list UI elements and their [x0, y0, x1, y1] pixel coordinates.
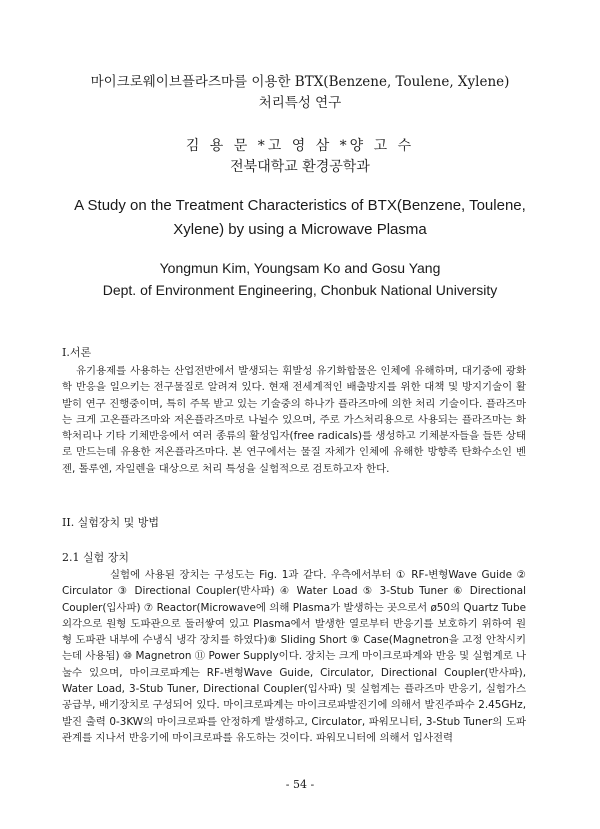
english-title-line1: A Study on the Treatment Characteristics of BTX(Benzene, Toulene,	[74, 197, 526, 214]
korean-authors: 김 용 문 *고 영 삼 *양 고 수	[185, 138, 415, 154]
apparatus-paragraph	[62, 567, 526, 746]
page-number: - 54 -	[285, 778, 315, 791]
apparatus-text: 실험에 사용된 장치는 구성도는 Fig. 1과 같다. 우측에서부터 ① RF-변형Wave Guide ② Circulator ③ Directional Coupler(반사파) ④ Water Load ⑤ 3-Stub Tuner ⑥ Directional Coupler(입사파) ⑦ Reactor(Microwave에 의해 Plasma가 발생하는 곳으로서 ø50의 Quartz Tube 외각으로 원형 도파관으로 둘러쌓여 있고 Plasma에서 발생한 열로부터 반응기를 보호하기 위하여 원형 도파관 내부에 수냉식 냉각 장치를 하였다)⑧ Sliding Short ⑨ Case(Magnetron을 고정 안착시키는데 사용됨) ⑩ Magnetron ⑪ Power Supply이다. 장치는 크게 마이크로파계와 반응 및 실험계로 나눌수 있으며, 마이크로파계는 RF-변형Wave Guide, Circulator, Directional Coupler(반사파), Water Load, 3-Stub Tuner, Directional Coupler(입사파) 및 실험계는 플라즈마 반응기, 실험가스 공급부, 배기장치로 구성되어 있다. 마이크로파계는 마이크로파발진기에 의해서 발진주파수 2.45GHz, 발진 출력 0-3KW의 마이크로파를 안정하게 발생하고, Circulator, 파워모니터, 3-Stub Tuner의 도파관계를 지나서 반응기에 마이크로파를 유도하는 것이다. 파워모니터에 의해서 입사전력	[62, 569, 526, 744]
english-author-block	[0, 257, 600, 301]
english-authors: Yongmun Kim, Youngsam Ko and Gosu Yang	[159, 260, 441, 276]
methods-heading: II. 실험장치 및 방법	[62, 516, 160, 529]
korean-affiliation: 전북대학교 환경공학과	[230, 159, 370, 175]
intro-heading: I.서론	[62, 346, 92, 359]
english-title	[0, 194, 600, 242]
english-title-line2: Xylene) by using a Microwave Plasma	[173, 221, 427, 238]
apparatus-subheading: 2.1 실험 장치	[62, 551, 129, 564]
korean-title-line2: 처리특성 연구	[258, 95, 342, 111]
english-affiliation: Dept. of Environment Engineering, Chonbuk National University	[102, 282, 498, 298]
korean-title-line1: 마이크로웨이브플라즈마를 이용한 BTX(Benzene, Toulene, Xylene)	[90, 74, 510, 90]
korean-title	[0, 72, 600, 114]
korean-author-block	[0, 136, 600, 178]
intro-paragraph	[62, 363, 526, 477]
intro-text: 유기용제를 사용하는 산업전반에서 발생되는 휘발성 유기화합물은 인체에 유해하며, 대기중에 광화학 반응을 일으키는 전구물질로 알려져 있다. 현재 전세계적인 배출방지를 위한 대책 및 방지기술이 활발히 연구 진행중이며, 특히 주목 받고 있는 기술중의 하나가 플라즈마에 의한 처리 기술이다. 플라즈마는 크게 고온플라즈마와 저온플라즈마로 나뉠수 있으며, 주로 가스처리용으로 사용되는 플라즈마는 화학처리나 기타 기체반응에서 여러 종류의 활성입자(free radicals)를 생성하고 기체분자들을 들뜬 상태로 만드는데 유용한 저온플라즈마다. 본 연구에서는 물질 자체가 인체에 유해한 방향족 탄화수소인 벤젠, 톨루엔, 자일렌을 대상으로 처리 특성을 실험적으로 검토하고자 한다.	[62, 365, 526, 475]
